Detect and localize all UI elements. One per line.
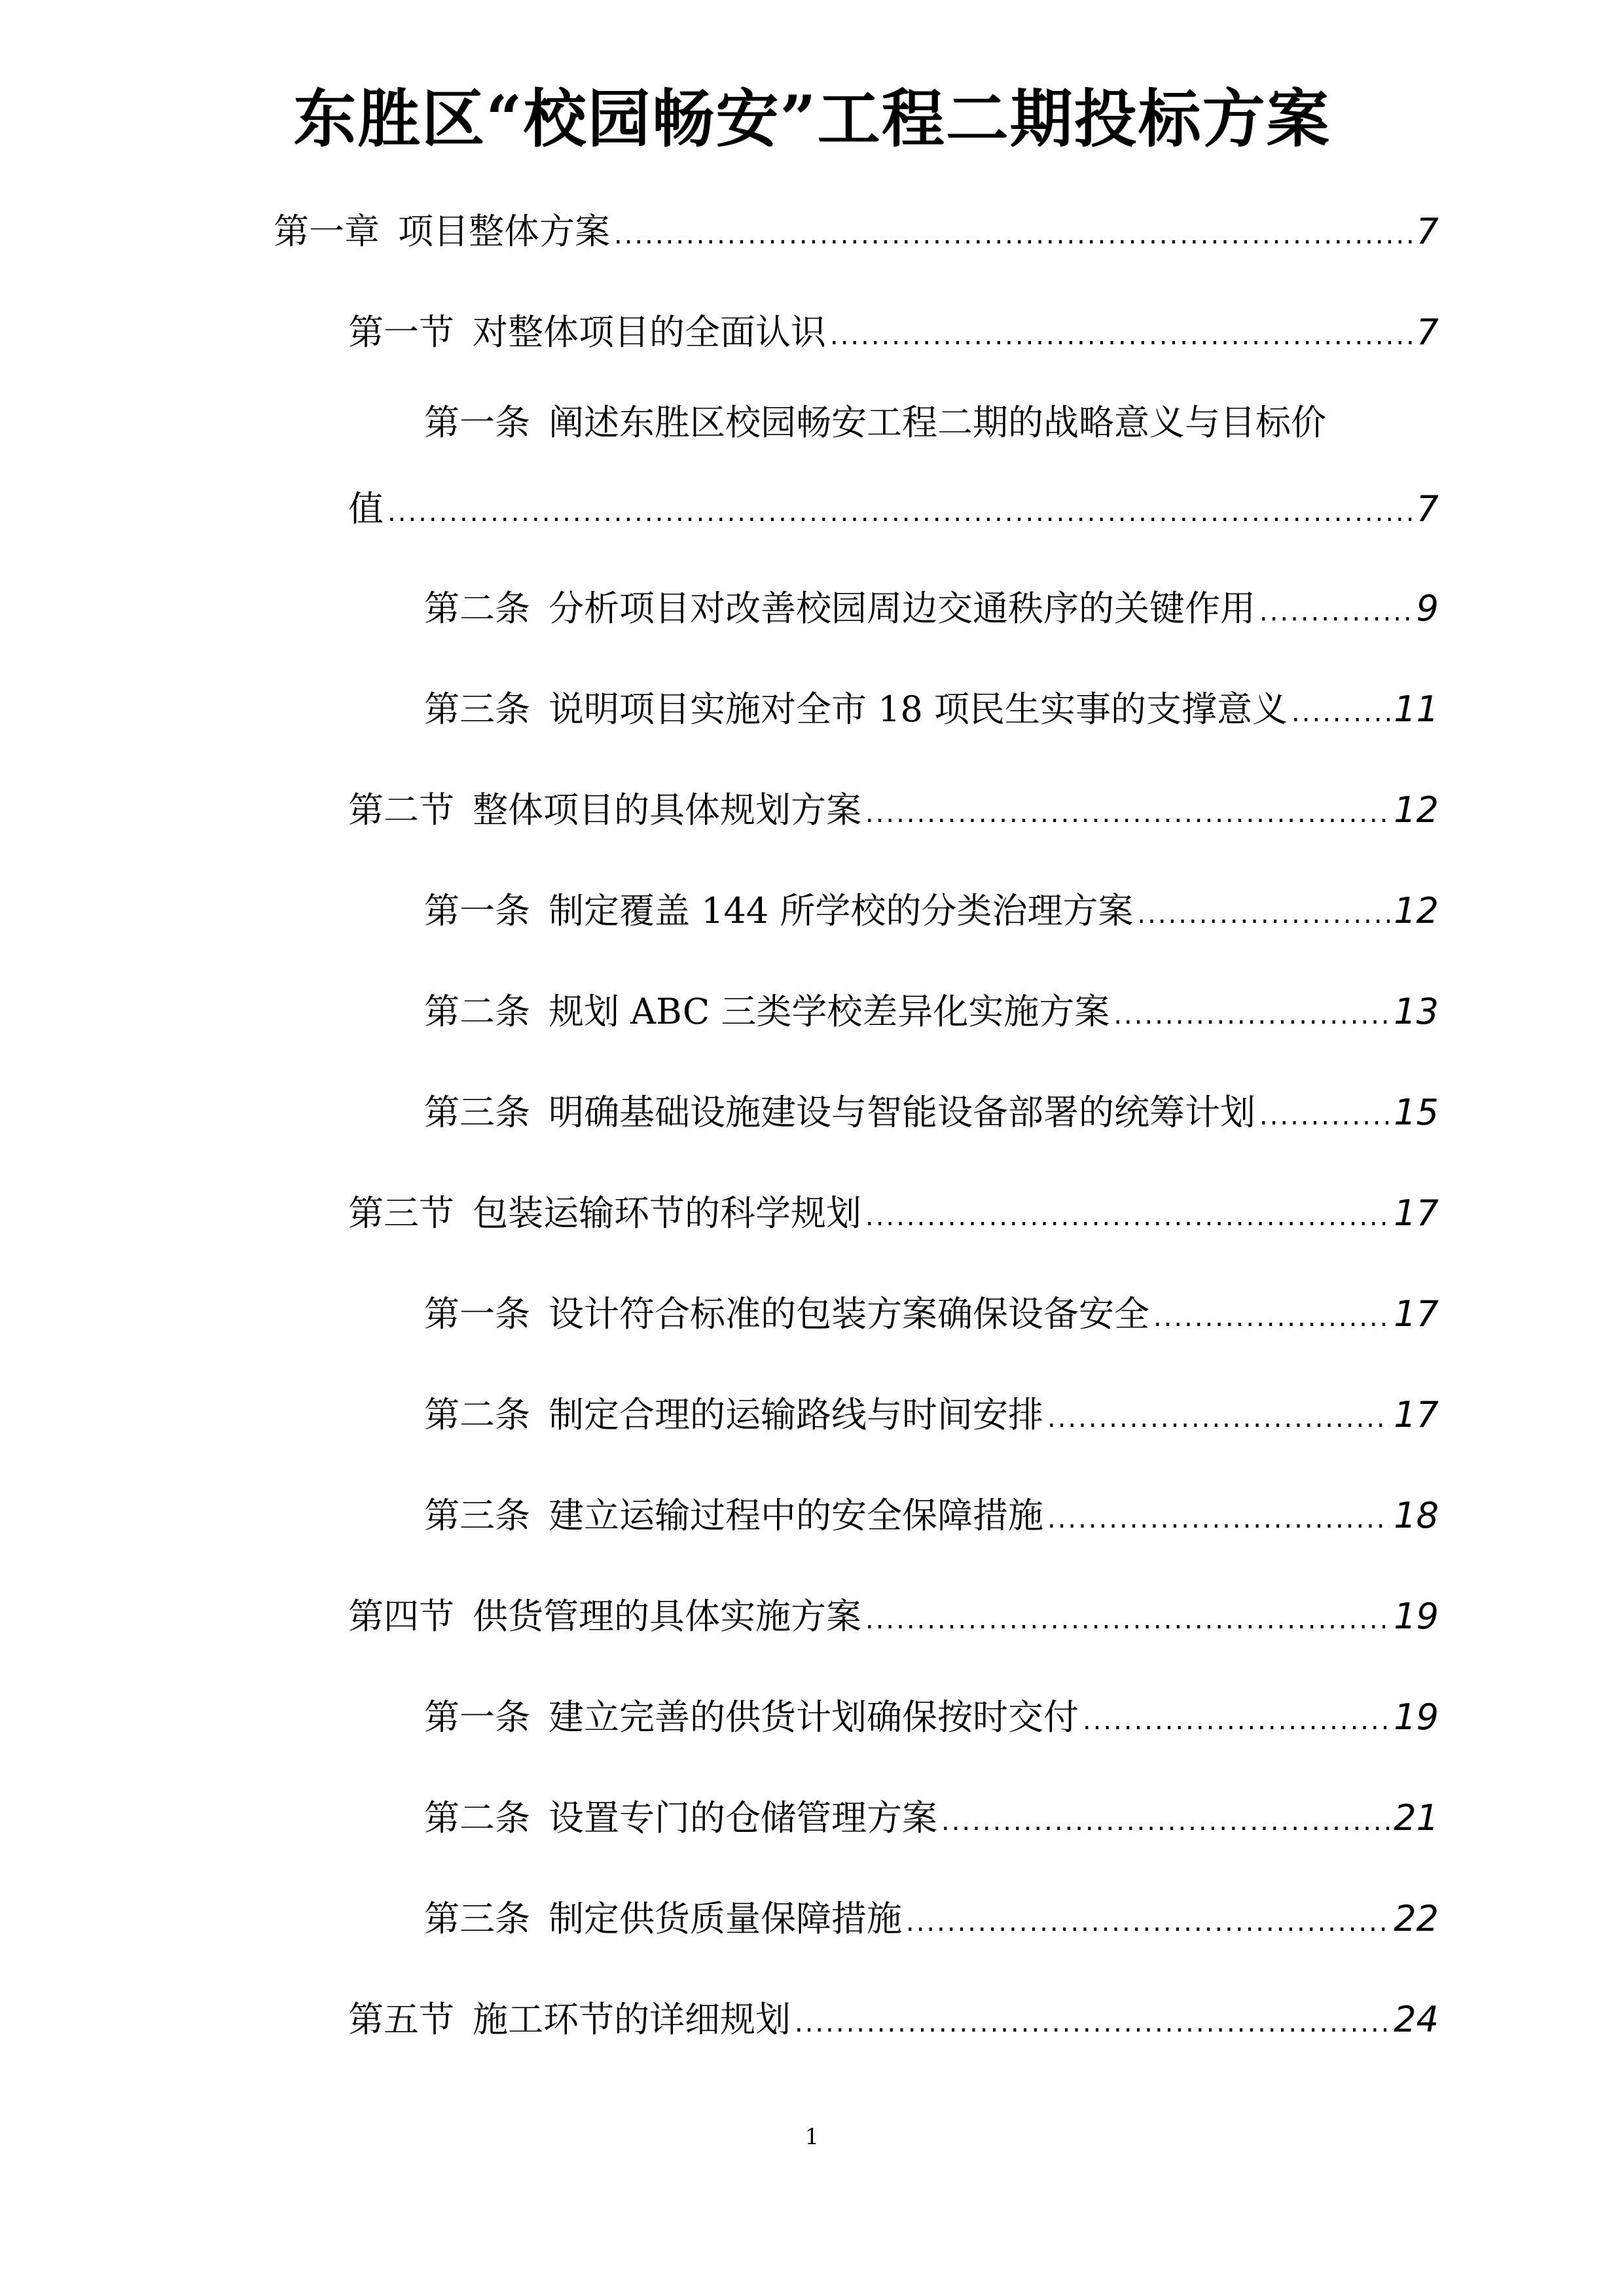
toc-page-number: 21 [1394, 1797, 1439, 1839]
toc-article-3-2[interactable] [424, 1389, 1439, 1441]
toc-entry-text: 制定覆盖 144 所学校的分类治理方案 [549, 890, 1134, 931]
toc-entry-text: 制定供货质量保障措施 [549, 1898, 902, 1939]
toc-page-number: 7 [1416, 488, 1439, 529]
toc-leader-dots [906, 1896, 1390, 1948]
toc-article-3-3[interactable] [424, 1490, 1439, 1542]
toc-entry-text: 制定合理的运输路线与时间安排 [549, 1394, 1043, 1435]
toc-leader-dots [865, 1191, 1390, 1243]
toc-entry-text: 明确基础设施建设与智能设备部署的统筹计划 [549, 1092, 1255, 1133]
toc-section-4[interactable] [348, 1590, 1439, 1643]
toc-entry-number: 第五节 [348, 1999, 454, 2040]
toc-article-4-2[interactable] [424, 1792, 1439, 1844]
toc-page-number: 13 [1394, 991, 1439, 1032]
document-title: 东胜区“校园畅安”工程二期投标方案 [293, 82, 1331, 156]
toc-entry-label [424, 1893, 902, 1945]
toc-page-number: 17 [1394, 1394, 1439, 1435]
toc-entry-number: 第三条 [424, 689, 530, 730]
toc-entry-text: 建立运输过程中的安全保障措施 [549, 1495, 1043, 1536]
page-number-footer: 1 [804, 2124, 820, 2150]
toc-entry-text: 设置专门的仓储管理方案 [549, 1797, 937, 1839]
toc-page-number: 11 [1394, 689, 1439, 730]
toc-entry-text: 包装运输环节的科学规划 [473, 1193, 861, 1234]
toc-entry-number: 第四节 [348, 1596, 454, 1637]
toc-entry-number: 第一章 [274, 211, 380, 252]
toc-entry-label [424, 1389, 1043, 1441]
toc-page-number: 15 [1394, 1092, 1439, 1133]
toc-entry-text: 阐述东胜区校园畅安工程二期的战略意义与目标价 [549, 402, 1326, 443]
toc-page-number: 17 [1394, 1293, 1439, 1335]
toc-entry-text: 规划 ABC 三类学校差异化实施方案 [549, 991, 1110, 1032]
toc-entry-label [424, 1691, 1079, 1744]
toc-article-1-2[interactable] [424, 583, 1439, 635]
toc-entry-label [348, 1994, 791, 2046]
toc-entry-number: 第二条 [424, 1394, 530, 1435]
toc-article-2-1[interactable] [424, 885, 1439, 937]
toc-entry-number: 第三条 [424, 1092, 530, 1133]
toc-leader-dots [795, 1997, 1390, 2049]
toc-page-number: 12 [1394, 890, 1439, 931]
toc-entry-text-continued: 值 [348, 488, 384, 529]
toc-article-1-1-line-2[interactable] [348, 483, 1439, 535]
toc-page-number: 9 [1416, 588, 1439, 629]
toc-entry-text: 施工环节的详细规划 [473, 1999, 791, 2040]
toc-page-number: 24 [1394, 1999, 1439, 2040]
toc-leader-dots [1113, 989, 1390, 1041]
toc-leader-dots [1083, 1695, 1390, 1747]
toc-entry-label [424, 683, 1288, 736]
toc-entry-number: 第一条 [424, 1696, 530, 1738]
toc-leader-dots [865, 787, 1390, 840]
toc-entry-text: 供货管理的具体实施方案 [473, 1596, 861, 1637]
toc-entry-label [348, 1590, 861, 1643]
toc-entry-number: 第三节 [348, 1193, 454, 1234]
toc-leader-dots [830, 310, 1413, 362]
toc-entry-label [348, 784, 861, 836]
toc-leader-dots [941, 1795, 1390, 1848]
toc-section-1[interactable] [348, 306, 1439, 359]
toc-entry-text: 项目整体方案 [398, 211, 610, 252]
toc-chapter-1[interactable] [274, 206, 1439, 258]
toc-leader-dots [388, 486, 1413, 539]
toc-section-3[interactable] [348, 1187, 1439, 1240]
toc-entry-label [424, 986, 1110, 1038]
toc-entry-label [348, 1187, 861, 1240]
toc-entry-label [274, 206, 610, 258]
toc-entry-label [424, 1288, 1149, 1340]
toc-entry-text: 整体项目的具体规划方案 [473, 789, 861, 831]
toc-page-number: 18 [1394, 1495, 1439, 1536]
toc-article-1-3[interactable] [424, 683, 1439, 736]
toc-entry-text: 说明项目实施对全市 18 项民生实事的支撑意义 [549, 689, 1288, 730]
toc-page-number: 19 [1394, 1596, 1439, 1637]
toc-entry-label [424, 1490, 1043, 1542]
toc-page-number: 17 [1394, 1193, 1439, 1234]
toc-leader-dots [1137, 888, 1390, 941]
toc-leader-dots [1259, 1090, 1390, 1142]
toc-article-1-1-line-1[interactable] [424, 397, 1326, 449]
toc-entry-number: 第一条 [424, 890, 530, 931]
toc-entry-number: 第二条 [424, 588, 530, 629]
toc-article-4-3[interactable] [424, 1893, 1439, 1945]
toc-page-number: 19 [1394, 1696, 1439, 1738]
toc-entry-number: 第三条 [424, 1495, 530, 1536]
toc-entry-number: 第一条 [424, 402, 530, 443]
toc-entry-number: 第二条 [424, 1797, 530, 1839]
toc-entry-number: 第二条 [424, 991, 530, 1032]
toc-leader-dots [1259, 586, 1413, 638]
toc-page-number: 12 [1394, 789, 1439, 831]
toc-entry-number: 第三条 [424, 1898, 530, 1939]
toc-entry-label [424, 1792, 937, 1844]
toc-entry-number: 第二节 [348, 789, 454, 831]
toc-page-number: 7 [1416, 312, 1439, 353]
toc-entry-label [348, 306, 826, 359]
toc-entry-number: 第一条 [424, 1293, 530, 1335]
toc-article-2-2[interactable] [424, 986, 1439, 1038]
toc-entry-number: 第一节 [348, 312, 454, 353]
toc-entry-text: 分析项目对改善校园周边交通秩序的关键作用 [549, 588, 1255, 629]
toc-entry-text: 设计符合标准的包装方案确保设备安全 [549, 1293, 1149, 1335]
toc-leader-dots [614, 209, 1413, 261]
toc-entry-label [424, 885, 1133, 937]
toc-leader-dots [865, 1594, 1390, 1646]
toc-entry-text: 建立完善的供货计划确保按时交付 [549, 1696, 1079, 1738]
toc-leader-dots [1153, 1291, 1390, 1344]
toc-leader-dots [1047, 1392, 1390, 1444]
toc-entry-label [424, 1086, 1255, 1139]
toc-section-5[interactable] [348, 1994, 1439, 2046]
toc-leader-dots [1047, 1493, 1390, 1545]
toc-article-2-3[interactable] [424, 1086, 1439, 1139]
toc-leader-dots [1291, 687, 1390, 739]
toc-entry-label [424, 583, 1255, 635]
toc-page-number: 22 [1394, 1898, 1439, 1939]
toc-article-4-1[interactable] [424, 1691, 1439, 1744]
toc-entry-text: 对整体项目的全面认识 [473, 312, 826, 353]
toc-section-2[interactable] [348, 784, 1439, 836]
toc-article-3-1[interactable] [424, 1288, 1439, 1340]
toc-page-number: 7 [1416, 211, 1439, 252]
